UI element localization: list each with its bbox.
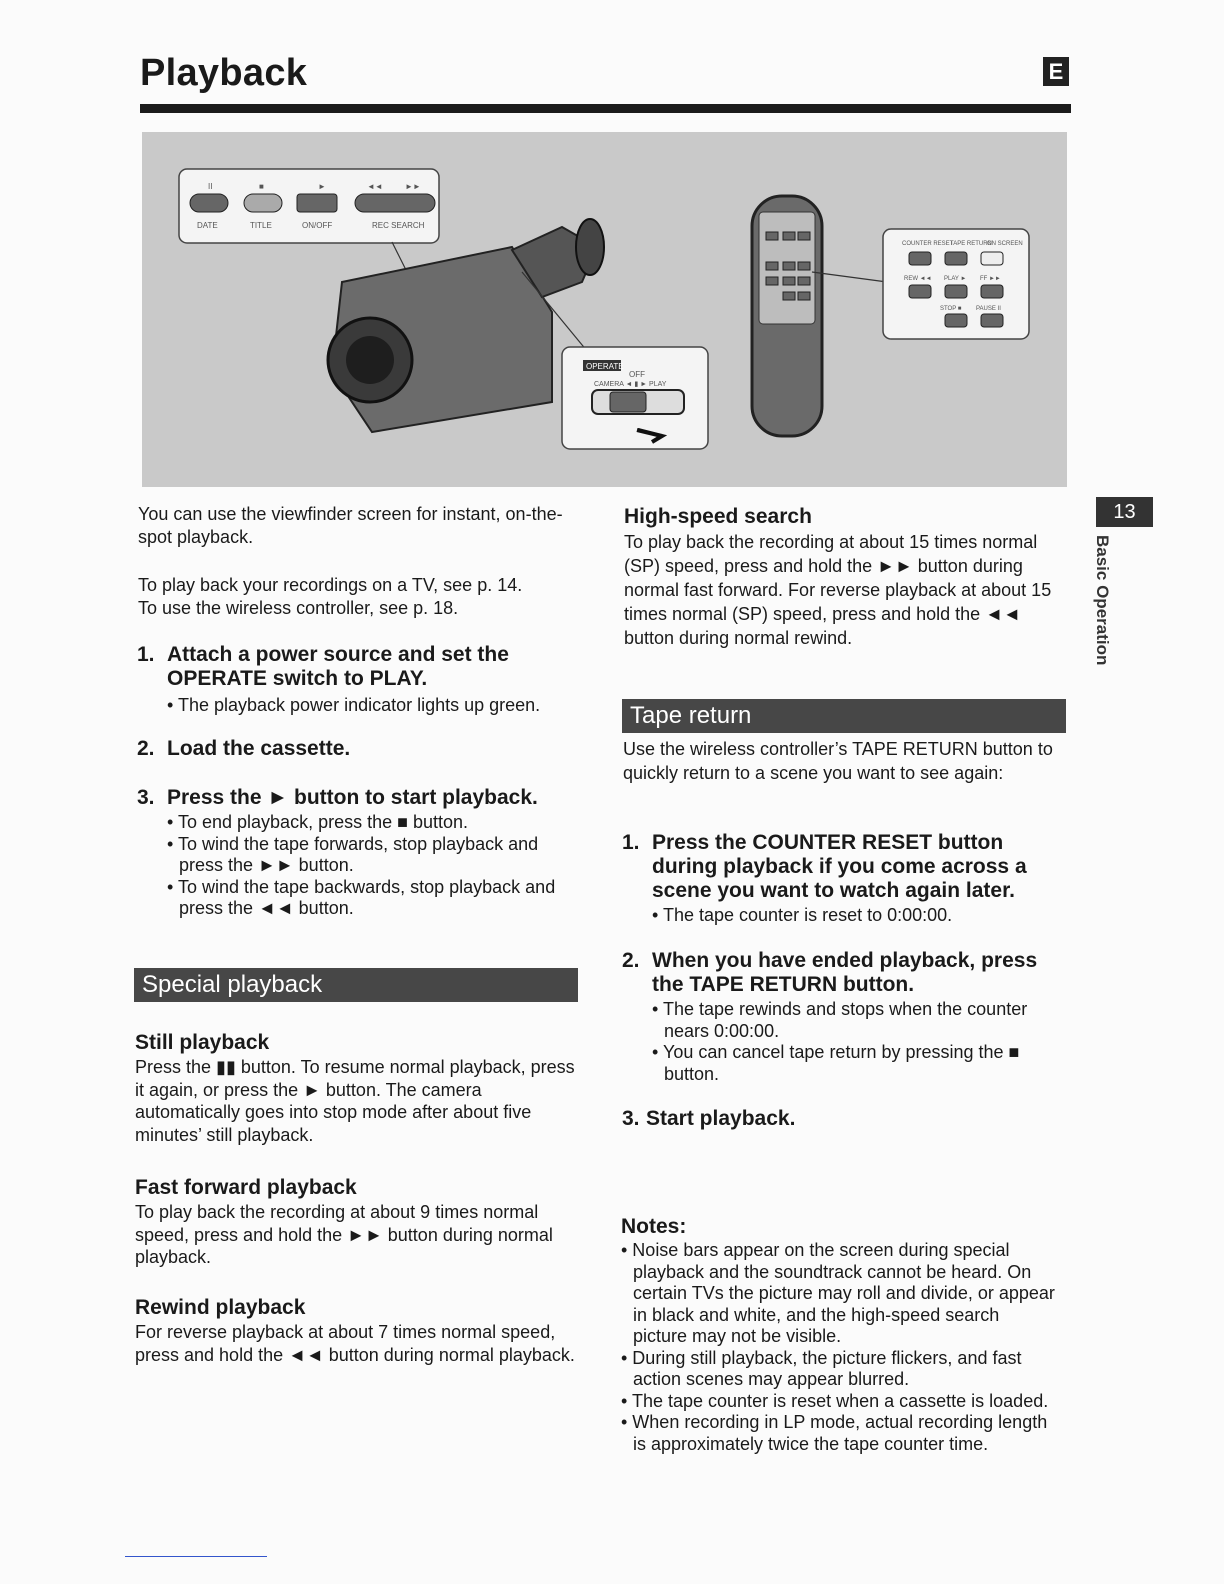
- pause-button: [981, 314, 1003, 327]
- on-screen-label: ON SCREEN: [987, 241, 1023, 247]
- intro-paragraph: You can use the viewfinder screen for instant, on-the-spot playback.: [138, 504, 563, 547]
- tape-step-1: [622, 831, 1067, 927]
- notes-section: [621, 1214, 1069, 1455]
- page-number-tab: 13: [1096, 497, 1153, 527]
- section-label-text: Basic Operation: [1093, 535, 1112, 666]
- still-playback-section: [135, 1030, 580, 1146]
- title-rule: [140, 104, 1071, 113]
- onoff-label: ON/OFF: [302, 221, 333, 230]
- on-screen-button: [981, 252, 1003, 265]
- step-number: 1.: [137, 643, 155, 666]
- step-number: 1.: [622, 831, 640, 854]
- fast-forward-text: To play back the recording at about 9 times normal speed, press and hold the ►► button during normal playback.: [135, 1202, 553, 1267]
- step-number: 3.: [622, 1107, 640, 1130]
- step-bullet: • The tape rewinds and stops when the counter nears 0:00:00.: [652, 999, 1028, 1041]
- stop-button: [945, 314, 967, 327]
- rew-button: [909, 285, 931, 298]
- date-button: [190, 194, 228, 212]
- note-item: • Noise bars appear on the screen during special playback and the soundtrack cannot be heard. On certain TVs the picture may roll and divide, or appear in black and white, and the high-speed search picture may not be visible.: [621, 1240, 1055, 1346]
- date-label: DATE: [197, 221, 218, 230]
- pause-label: PAUSE II: [976, 306, 1001, 312]
- tape-return-heading: Tape return: [622, 699, 1066, 733]
- step-number: 2.: [137, 737, 155, 760]
- rec-search-label: REC SEARCH: [372, 221, 425, 230]
- stop-label: STOP ■: [940, 306, 962, 312]
- operate-off: OFF: [629, 370, 645, 379]
- tv-reference: To play back your recordings on a TV, see p. 14.: [138, 575, 523, 595]
- controller-reference: To use the wireless controller, see p. 18.: [138, 598, 459, 618]
- pause-symbol: II: [208, 182, 213, 191]
- tape-step-3: [622, 1107, 1067, 1131]
- counter-reset-label: COUNTER RESET: [902, 241, 954, 247]
- step-bullet: • The playback power indicator lights up green.: [167, 695, 541, 715]
- step-bullet: • To wind the tape backwards, stop playback and press the ◄◄ button.: [167, 876, 556, 918]
- step-text: Attach a power source and set the OPERATE switch to PLAY.: [167, 643, 509, 690]
- rewind-text: For reverse playback at about 7 times normal speed, press and hold the ◄◄ button during normal playback.: [135, 1322, 575, 1365]
- step-number: 2.: [622, 949, 640, 972]
- rewind-title: Rewind playback: [135, 1296, 306, 1319]
- step-2: [137, 737, 577, 761]
- step-text: Press the ► button to start playback.: [167, 786, 538, 809]
- high-speed-section: [624, 504, 1069, 650]
- step-bullet: • To end playback, press the ■ button.: [167, 812, 469, 832]
- title-label: TITLE: [250, 221, 272, 230]
- title-button: [244, 194, 282, 212]
- play-button: [945, 285, 967, 298]
- tape-return-button: [945, 252, 967, 265]
- tape-return-label: TAPE RETURN: [950, 241, 992, 247]
- counter-reset-button: [909, 252, 931, 265]
- operate-positions: CAMERA ◄ ▮ ► PLAY: [594, 381, 667, 388]
- fast-forward-title: Fast forward playback: [135, 1176, 357, 1199]
- camcorder-drawing: [142, 132, 1067, 487]
- play-symbol: ►: [318, 182, 326, 191]
- section-side-label: [1089, 535, 1115, 670]
- bottom-link-line: [125, 1556, 267, 1557]
- stop-symbol: ■: [259, 182, 264, 191]
- still-playback-title: Still playback: [135, 1031, 270, 1054]
- play-label: PLAY ►: [944, 276, 967, 282]
- language-badge: E: [1043, 57, 1069, 86]
- step-number: 3.: [137, 786, 155, 809]
- ff-symbol: ►►: [405, 182, 421, 191]
- step-text: Load the cassette.: [167, 737, 351, 760]
- fast-forward-section: [135, 1175, 580, 1269]
- step-bullet: • The tape counter is reset to 0:00:00.: [652, 905, 953, 925]
- page-title: Playback: [140, 52, 308, 94]
- ff-label: FF ►►: [980, 276, 1001, 282]
- step-text: Press the COUNTER RESET button during playback if you come across a scene you want to watch again later.: [652, 831, 1027, 902]
- step-3: [137, 786, 577, 920]
- ff-button: [981, 285, 1003, 298]
- step-bullet: • To wind the tape forwards, stop playback and press the ►► button.: [167, 833, 539, 875]
- high-speed-title: High-speed search: [624, 505, 812, 528]
- step-text: Start playback.: [646, 1107, 796, 1130]
- tape-return-intro: Use the wireless controller’s TAPE RETURN button to quickly return to a scene you want to see again:: [623, 739, 1053, 783]
- note-item: • When recording in LP mode, actual recording length is approximately twice the tape counter time.: [621, 1412, 1048, 1454]
- still-playback-text: Press the ▮▮ button. To resume normal playback, press it again, or press the ► button. The camera automatically goes into stop mode after about five minutes’ still playback.: [135, 1057, 575, 1145]
- note-item: • During still playback, the picture flickers, and fast action scenes may appear blurred.: [621, 1347, 1022, 1389]
- note-item: • The tape counter is reset when a cassette is loaded.: [621, 1390, 1049, 1411]
- display-button: [297, 194, 337, 212]
- rewind-section: [135, 1295, 580, 1366]
- operate-tag: OPERATE: [586, 362, 624, 371]
- camcorder-illustration: [142, 132, 1067, 487]
- rec-search-button: [355, 194, 435, 212]
- rew-label: REW ◄◄: [904, 276, 932, 282]
- tape-step-2: [622, 949, 1067, 1085]
- rew-symbol: ◄◄: [367, 182, 383, 191]
- notes-title: Notes:: [621, 1215, 687, 1238]
- special-playback-heading: Special playback: [134, 968, 578, 1002]
- step-bullet: • You can cancel tape return by pressing the ■ button.: [652, 1042, 1020, 1084]
- step-1: [137, 643, 577, 717]
- step-text: When you have ended playback, press the TAPE RETURN button.: [652, 949, 1038, 996]
- high-speed-text: To play back the recording at about 15 times normal (SP) speed, press and hold the ►► button during normal fast forward. For reverse playback at about 15 times normal (SP) speed, press and hold the ◄◄ button during normal rewind.: [624, 532, 1052, 648]
